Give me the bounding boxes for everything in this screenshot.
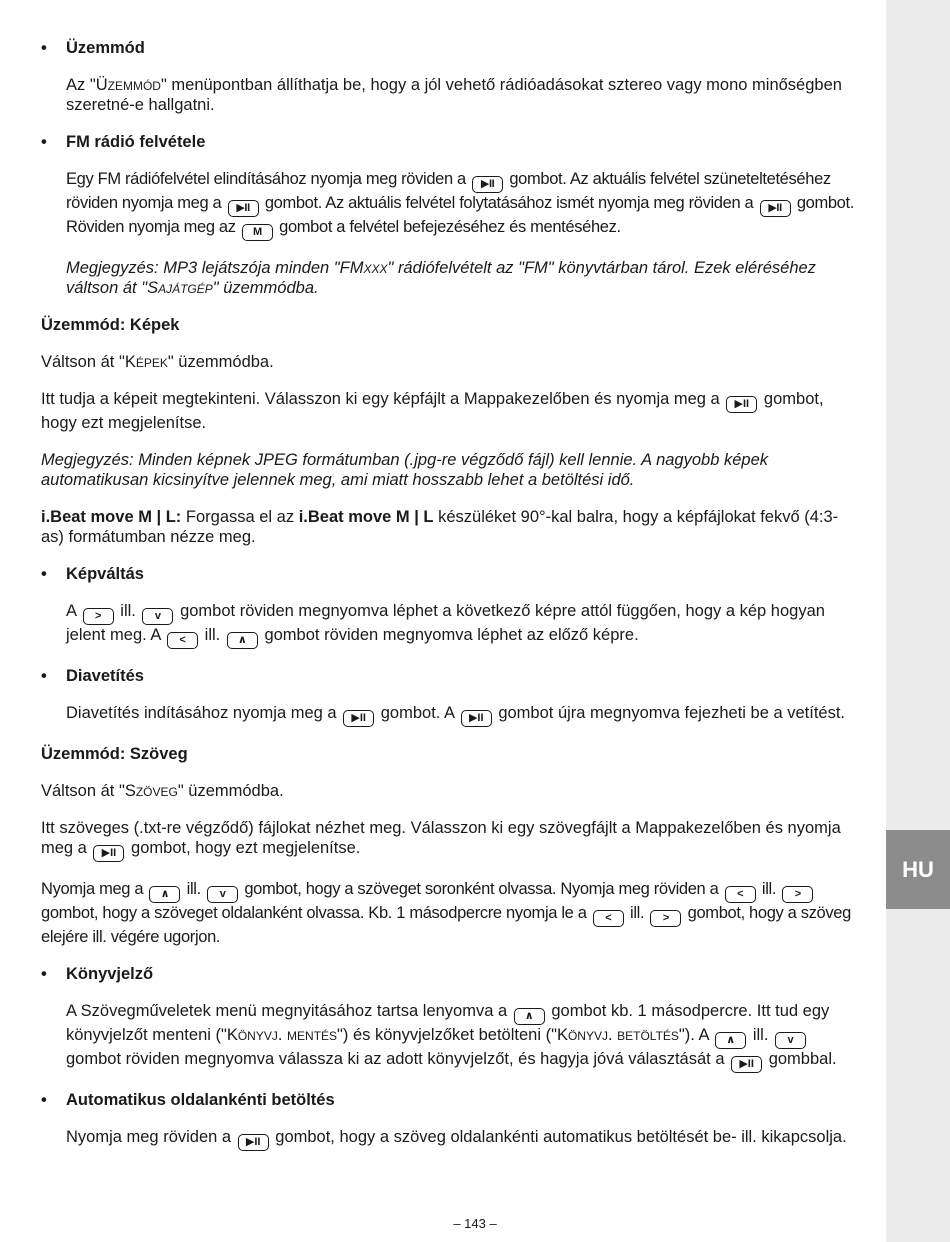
text: "). A xyxy=(678,1026,709,1044)
szoveg-view-paragraph xyxy=(41,818,861,862)
small-caps-term: Sajátgép xyxy=(147,279,213,297)
text: gombot. Röviden nyomja meg az xyxy=(66,194,854,236)
szoveg-navigation-paragraph xyxy=(41,879,861,947)
m-button-icon: M xyxy=(242,224,273,241)
play-pause-icon: ▶II xyxy=(731,1056,762,1073)
section-heading-szoveg: Üzemmód: Szöveg xyxy=(41,745,188,763)
left-arrow-icon: < xyxy=(167,632,198,649)
text: " menüpontban állíthatja be, hogy a jól vehető rádióadásokat sztereo vagy mono minőségben szeretné-e hallgatni. xyxy=(66,76,842,114)
text: Nyomja meg röviden a xyxy=(66,1128,232,1146)
play-pause-icon: ▶II xyxy=(238,1134,269,1151)
text: ill. xyxy=(752,1026,769,1044)
small-caps-term: Könyvj. betöltés xyxy=(556,1026,679,1044)
text: " üzemmódba. xyxy=(212,279,319,297)
text: ") és könyvjelzőket betölteni (" xyxy=(337,1026,557,1044)
up-arrow-icon: ∧ xyxy=(715,1032,746,1049)
text: Forgassa el az xyxy=(181,508,299,526)
section-heading-kepek: Üzemmód: Képek xyxy=(41,316,180,334)
language-tab: HU xyxy=(886,830,950,909)
text: " üzemmódba. xyxy=(177,782,284,800)
text: ill. xyxy=(630,904,645,922)
fm-note xyxy=(41,258,861,298)
up-arrow-icon: ∧ xyxy=(227,632,258,649)
text: gombot a felvétel befejezéséhez és mentéséhez. xyxy=(279,218,621,236)
kepek-switch-paragraph xyxy=(41,352,861,372)
model-name: i.Beat move M | L xyxy=(298,508,434,526)
kepek-note: Megjegyzés: Minden képnek JPEG formátumban (.jpg-re végződő fájl) kell lennie. A nagyobb képek automatikusan kicsinyítve jelennek meg, ami miatt hosszabb lehet a betöltési idő. xyxy=(41,451,768,489)
fm-recording-paragraph xyxy=(41,169,861,241)
play-pause-icon: ▶II xyxy=(343,710,374,727)
up-arrow-icon: ∧ xyxy=(514,1008,545,1025)
text: gombot. A xyxy=(380,704,455,722)
auto-page-load-paragraph xyxy=(41,1127,861,1151)
text: készüléket 90°-kal balra, hogy a képfájlokat fekvő (4:3-as) formátumban nézze meg. xyxy=(41,508,839,546)
right-arrow-icon: > xyxy=(650,910,681,927)
diavetites-paragraph xyxy=(41,703,861,727)
kepvaltas-paragraph xyxy=(41,601,861,649)
szoveg-switch-paragraph xyxy=(41,781,861,801)
text: Az " xyxy=(66,76,96,94)
down-arrow-icon: v xyxy=(775,1032,806,1049)
konyvjelzo-paragraph xyxy=(41,1001,861,1073)
small-caps-term: Könyvj. mentés xyxy=(226,1026,338,1044)
text: Diavetítés indításához nyomja meg a xyxy=(66,704,337,722)
text: Egy FM rádiófelvétel elindításához nyomja meg röviden a xyxy=(66,170,466,188)
down-arrow-icon: v xyxy=(207,886,238,903)
page-sidebar xyxy=(886,0,950,1242)
text: Nyomja meg a xyxy=(41,880,144,898)
text: Megjegyzés: MP3 lejátszója minden "FM xyxy=(66,259,364,277)
right-arrow-icon: > xyxy=(782,886,813,903)
kepek-view-paragraph xyxy=(41,389,861,433)
left-arrow-icon: < xyxy=(593,910,624,927)
text: gombot, hogy a szöveg elejére ill. végére ugorjon. xyxy=(41,904,851,946)
text: A xyxy=(66,602,77,620)
play-pause-icon: ▶II xyxy=(760,200,791,217)
kepek-rotate-paragraph xyxy=(41,507,861,547)
text: gombot, hogy a szöveg oldalankénti automatikus betöltését be- ill. kikapcsolja. xyxy=(275,1128,847,1146)
right-arrow-icon: > xyxy=(83,608,114,625)
text: Itt szöveges (.txt-re végződő) fájlokat nézhet meg. Válasszon ki egy szövegfájlt a Mappakezelőben és nyomja meg a xyxy=(41,819,841,857)
text: gombot kb. 1 másodpercre. Itt tud egy könyvjelzőt menteni (" xyxy=(66,1002,830,1044)
play-pause-icon: ▶II xyxy=(228,200,259,217)
text: gombot röviden megnyomva léphet a következő képre attól függően, hogy a kép hogyan jelent meg. A xyxy=(66,602,825,644)
text: gombbal. xyxy=(768,1050,837,1068)
left-arrow-icon: < xyxy=(725,886,756,903)
play-pause-icon: ▶II xyxy=(726,396,757,413)
text: gombot, hogy ezt megjelenítse. xyxy=(131,839,361,857)
bullet-heading-fm-recording: • FM rádió felvétele xyxy=(41,132,861,152)
text: gombot, hogy a szöveget soronként olvassa. Nyomja meg röviden a xyxy=(244,880,719,898)
up-arrow-icon: ∧ xyxy=(149,886,180,903)
text: ill. xyxy=(186,880,201,898)
model-name: i.Beat move M | L: xyxy=(41,508,182,526)
page-content xyxy=(41,38,861,1168)
text: ill. xyxy=(204,626,221,644)
text: ill. xyxy=(761,880,777,898)
bullet-heading-auto-page-load: • Automatikus oldalankénti betöltés xyxy=(41,1090,861,1110)
small-caps-term: xxx xyxy=(363,259,388,277)
small-caps-term: Szöveg xyxy=(124,782,178,800)
bullet-heading-konyvjelzo: • Könyvjelző xyxy=(41,964,861,984)
play-pause-icon: ▶II xyxy=(472,176,503,193)
text: gombot. Az aktuális felvétel folytatásához ismét nyomja meg röviden a xyxy=(264,194,754,212)
play-pause-icon: ▶II xyxy=(93,845,124,862)
bullet-heading-kepvaltas: • Képváltás xyxy=(41,564,861,584)
small-caps-term: Üzemmód xyxy=(95,76,161,94)
text: gombot. Az aktuális felvétel szüneteltetéséhez röviden nyomja meg a xyxy=(66,170,831,212)
text: " üzemmódba. xyxy=(167,353,274,371)
text: ill. xyxy=(120,602,136,620)
bullet-heading-uzemmod: • Üzemmód xyxy=(41,38,861,58)
text: " rádiófelvételt az "FM" könyvtárban tárol. Ezek eléréséhez váltson át " xyxy=(66,259,816,297)
page-number: – 143 – xyxy=(453,1216,497,1231)
uzemmod-paragraph xyxy=(41,75,861,115)
text: gombot újra megnyomva fejezheti be a vetítést. xyxy=(498,704,846,722)
play-pause-icon: ▶II xyxy=(461,710,492,727)
text: gombot, hogy ezt megjelenítse. xyxy=(41,390,824,432)
text: Váltson át " xyxy=(41,782,125,800)
small-caps-term: Képek xyxy=(124,353,168,371)
text: Váltson át " xyxy=(41,353,125,371)
text: gombot röviden megnyomva válassza ki az adott könyvjelzőt, és hagyja jóvá választását a xyxy=(66,1050,725,1068)
text: gombot, hogy a szöveget oldalanként olvassa. Kb. 1 másodpercre nyomja le a xyxy=(41,904,587,922)
text: A Szövegműveletek menü megnyitásához tartsa lenyomva a xyxy=(66,1002,508,1020)
bullet-heading-diavetites: • Diavetítés xyxy=(41,666,861,686)
down-arrow-icon: v xyxy=(142,608,173,625)
text: Itt tudja a képeit megtekinteni. Válasszon ki egy képfájlt a Mappakezelőben és nyomja meg a xyxy=(41,390,720,408)
text: gombot röviden megnyomva léphet az előző képre. xyxy=(264,626,639,644)
